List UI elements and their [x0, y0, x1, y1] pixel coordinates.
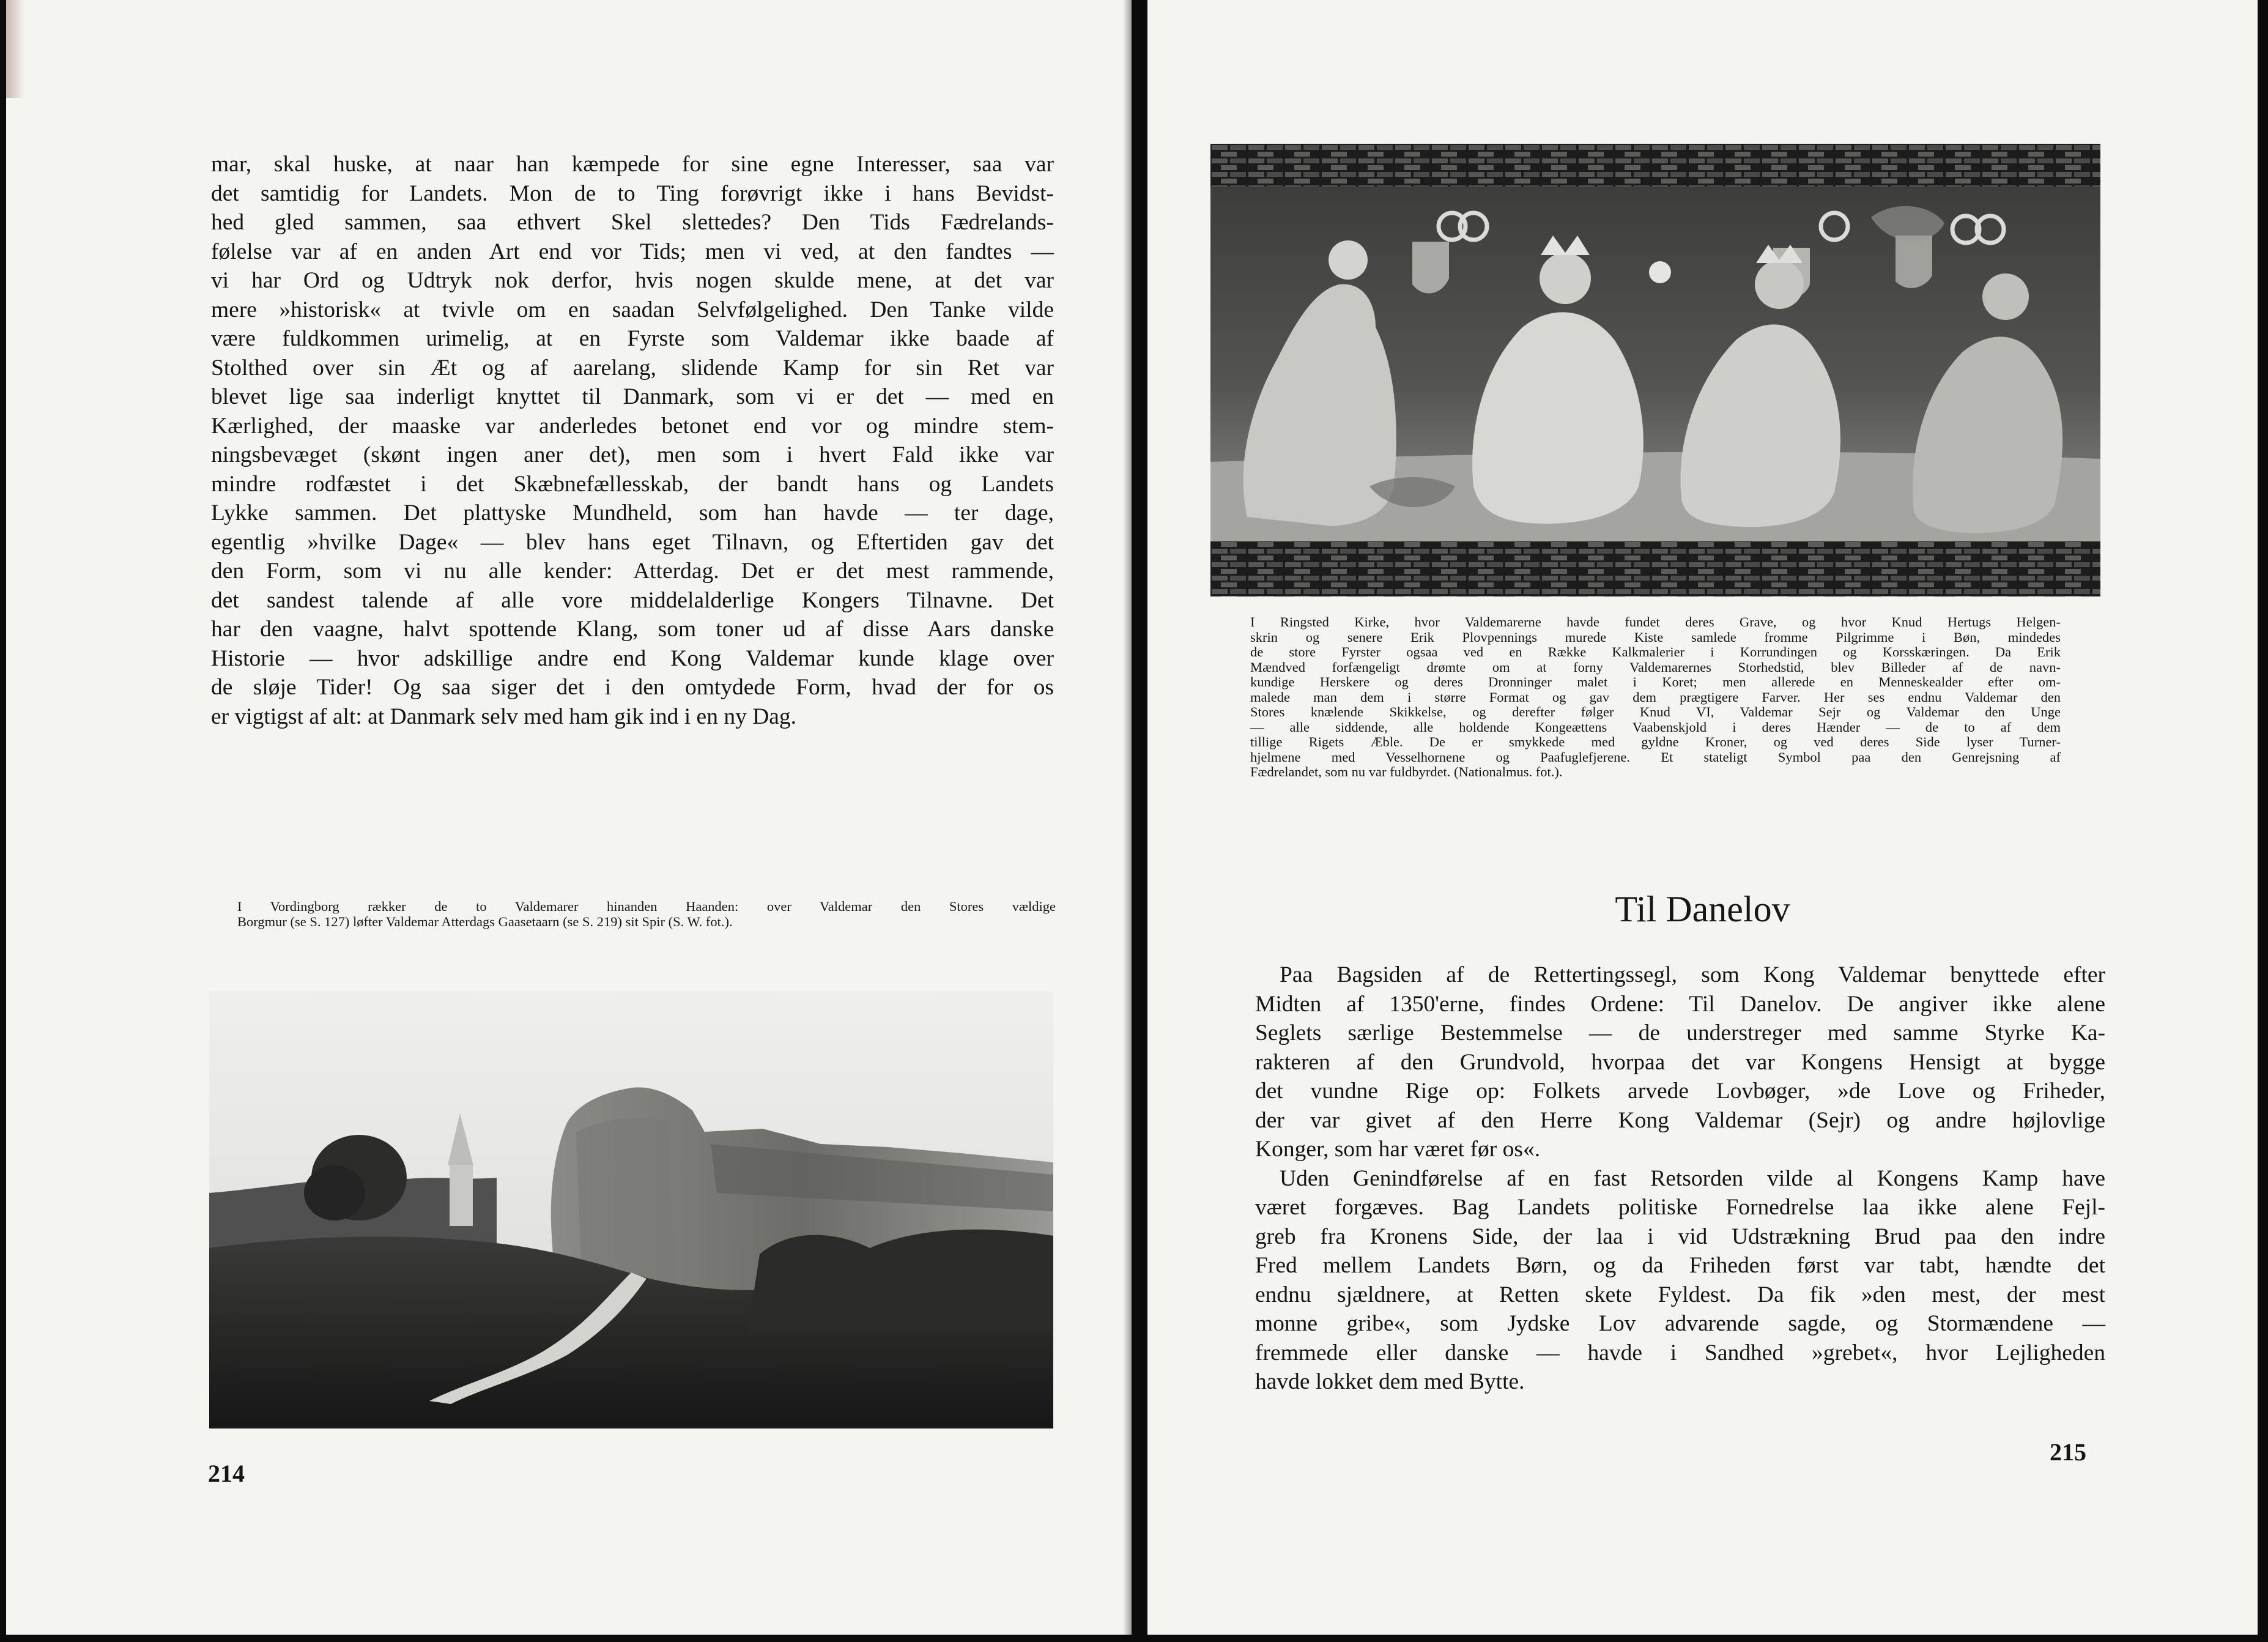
text-line: Kærlighed, der maaske var anderledes betonet end vor og mindre stem- — [211, 413, 1054, 439]
text-line: være fuldkommen urimelig, at en Fyrste som Valdemar ikke baade af — [211, 326, 1054, 351]
caption-line: skrin og senere Erik Plovpennings murede Kiste samlede fromme Pilgrimme i Bøn, mindedes — [1250, 629, 2061, 645]
text-line: fremmede eller danske — havde i Sandhed »grebet«, hvor Lejligheden — [1255, 1340, 2105, 1365]
caption-line: Mændved forfængeligt drømte om at forny Valdemarernes Storhedstid, blev Billeder af de navn- — [1250, 659, 2061, 675]
text-line: det sandest talende af alle vore middelalderlige Kongers Tilnavne. Det — [211, 587, 1054, 613]
text-line: blevet lige saa inderligt knyttet til Danmark, som vi er det — med en — [211, 384, 1054, 409]
page-edge-tint — [6, 0, 24, 98]
spine-shadow — [1123, 0, 1132, 1635]
right-page — [1147, 0, 2258, 1635]
ringsted-fresco-photo — [1210, 144, 2100, 596]
text-line: Paa Bagsiden af de Rettertingssegl, som Kong Valdemar benyttede efter — [1280, 962, 2105, 987]
right-photo-caption — [1250, 615, 2061, 780]
caption-line: hjelmene med Vesselhornene og Paafuglefjerene. Et stateligt Symbol paa den Genrejsning af — [1250, 749, 2061, 765]
page-number: 214 — [208, 1460, 245, 1487]
caption-line: de store Fyrster ogsaa ved en Række Kalkmalerier i Korrundingen og Korsskæringen. Da Erik — [1250, 644, 2061, 659]
text-line: vi har Ord og Udtryk nok derfor, hvis nogen skulde mene, at det var — [211, 268, 1054, 293]
caption-line: tillige Rigets Æble. De er smykkede med gyldne Kroner, og ved deres Side lyser Turner- — [1250, 734, 2061, 749]
text-line: egentlig »hvilke Dage« — blev hans eget Tilnavn, og Eftertiden gav det — [211, 529, 1054, 555]
left-photo-caption — [237, 899, 1056, 929]
text-line: hed gled sammen, saa ethvert Skel slettedes? Den Tids Fædrelands- — [211, 210, 1054, 235]
caption-line: Stores knælende Skikkelse, og derefter følger Knud VI, Valdemar Sejr og Valdemar den Unge — [1250, 704, 2061, 719]
text-line: Lykke sammen. Det plattyske Mundheld, som han havde — ter dage, — [211, 500, 1054, 526]
text-line: de sløje Tider! Og saa siger det i den omtydede Form, hvad der for os — [211, 675, 1054, 700]
right-body-text — [1255, 960, 2105, 1397]
caption-line: — alle siddende, alle holdende Kongeættens Vaabenskjold i deres Hænder — de to af dem — [1250, 719, 2061, 735]
text-line: er vigtigst af alt: at Danmark selv med ham gik ind i en ny Dag. — [211, 704, 797, 729]
text-line: mere »historisk« at tvivle om en saadan Selvfølgelighed. Den Tanke vilde — [211, 297, 1054, 322]
text-line: ningsbevæget (skønt ingen aner det), men som i hvert Fald ikke var — [211, 442, 1054, 467]
caption-line: I Vordingborg rækker de to Valdemarer hinanden Haanden: over Valdemar den Stores vældige — [237, 899, 1056, 914]
text-line: har den vaagne, halvt spottende Klang, som toner ud af disse Aars danske — [211, 617, 1054, 642]
text-line: mar, skal huske, at naar han kæmpede for sine egne Interesser, saa var — [211, 152, 1054, 177]
text-line: monne gribe«, som Jydske Lov advarende sagde, og Stormændene — — [1255, 1311, 2105, 1336]
text-line: Konger, som har været før os«. — [1255, 1137, 1541, 1162]
chapter-title: Til Danelov — [1615, 889, 1790, 929]
caption-line: Fædrelandet, som nu var fuldbyrdet. (Nationalmus. fot.). — [1250, 764, 1563, 779]
caption-line: I Ringsted Kirke, hvor Valdemarerne havde fundet deres Grave, og hvor Knud Hertugs Helgen- — [1250, 614, 2061, 630]
text-line: endnu sjældnere, at Retten skete Fyldest. Da fik »den mest, der mest — [1255, 1282, 2105, 1307]
text-line: følelse var af en anden Art end vor Tids; men vi ved, at den fandtes — — [211, 239, 1054, 264]
text-line: Uden Genindførelse af en fast Retsorden vilde al Kongens Kamp have — [1280, 1165, 2105, 1191]
text-line: Fred mellem Landets Børn, og da Friheden først var tabt, hændte det — [1255, 1253, 2105, 1278]
text-line: mindre rodfæstet i det Skæbnefællesskab, der bandt hans og Landets — [211, 471, 1054, 497]
text-line: Seglets særlige Bestemmelse — de understreger med samme Styrke Ka- — [1255, 1020, 2105, 1046]
text-line: havde lokket dem med Bytte. — [1255, 1369, 1525, 1394]
vordingborg-ruin-photo — [209, 991, 1053, 1428]
text-line: greb fra Kronens Side, der laa i vid Udstrækning Brud paa den indre — [1255, 1224, 2105, 1249]
text-line: Midten af 1350'erne, findes Ordene: Til Danelov. De angiver ikke alene — [1255, 991, 2105, 1017]
text-line: den Form, som vi nu alle kender: Atterdag. Det er det mest rammende, — [211, 559, 1054, 584]
text-line: været forgæves. Bag Landets politiske Fornedrelse laa ikke alene Fejl- — [1255, 1195, 2105, 1220]
text-line: rakteren af den Grundvold, hvorpaa det var Kongens Hensigt at bygge — [1255, 1049, 2105, 1075]
caption-line: Borgmur (se S. 127) løfter Valdemar Atterdags Gaasetaarn (se S. 219) sit Spir (S. W. fot.). — [237, 913, 733, 929]
text-line: Historie — hvor adskillige andre end Kong Valdemar kunde klage over — [211, 645, 1054, 671]
page-number: 215 — [2050, 1438, 2086, 1466]
text-line: Stolthed over sin Æt og af aarelang, slidende Kamp for sin Ret var — [211, 355, 1054, 381]
caption-line: kundige Herskere og deres Dronninger malet i Koret; men allerede en Menneskealder efter om- — [1250, 674, 2061, 689]
text-line: det vundne Rige op: Folkets arvede Lovbøger, »de Love og Friheder, — [1255, 1079, 2105, 1104]
text-line: der var givet af den Herre Kong Valdemar (Sejr) og andre højlovlige — [1255, 1107, 2105, 1133]
left-page — [6, 0, 1132, 1635]
text-line: det samtidig for Landets. Mon de to Ting forøvrigt ikke i hans Bevidst- — [211, 180, 1054, 206]
left-body-text — [211, 150, 1054, 731]
caption-line: malede man dem i større Format og gav dem prægtigere Farver. Her ses endnu Valdemar den — [1250, 689, 2061, 705]
